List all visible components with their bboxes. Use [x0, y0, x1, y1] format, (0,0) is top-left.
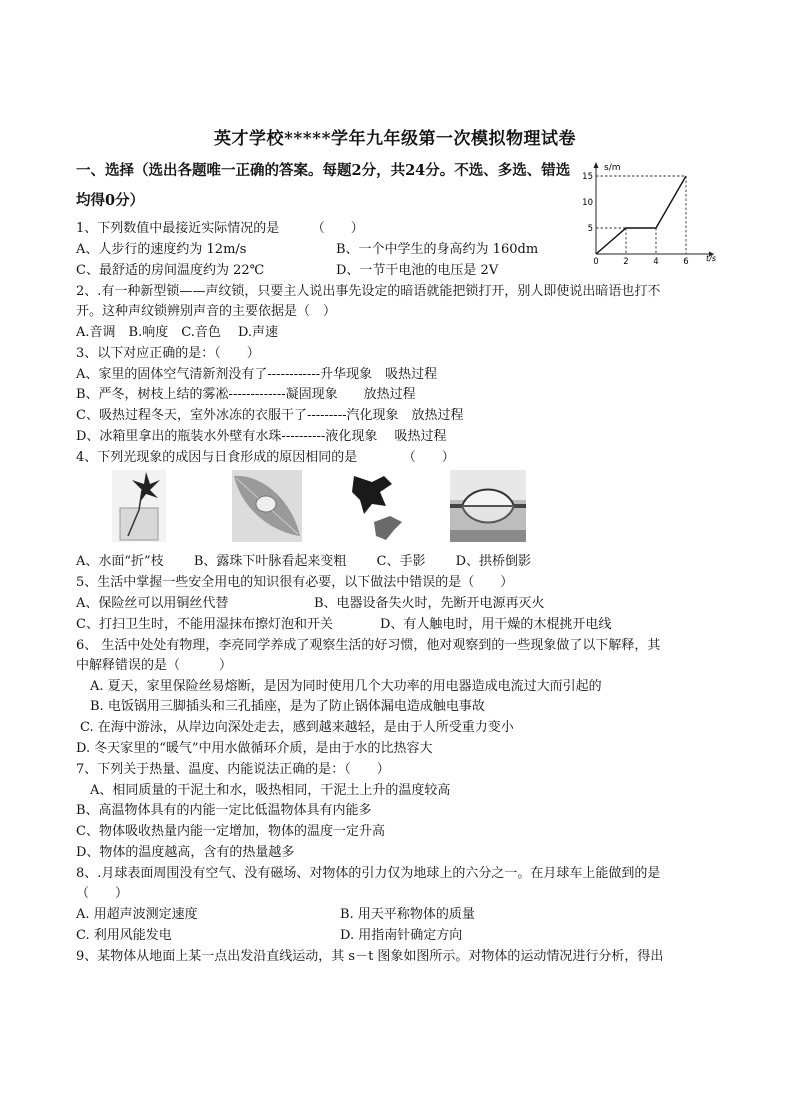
- q7-option-a: A、相同质量的干泥土和水，吸热相同，干泥土上升的温度较高: [90, 783, 451, 798]
- q6-option-b: B. 电饭锅用三脚插头和三孔插座，是为了防止锅体漏电造成触电事故: [90, 699, 485, 714]
- q9-line1: 9、某物体从地面上某一点出发沿直线运动，其 s－t 图象如图所示。对物体的运动情况进行分析，得出: [76, 949, 664, 964]
- q3-option-b: B、严冬，树枝上结的雾凇-------------凝固现象 放热过程: [76, 387, 416, 402]
- q4-image-a-branch-in-water: [112, 470, 166, 542]
- q2-line1: 2、.有一种新型锁——声纹锁，只要主人说出事先设定的暗语就能把锁打开，别人即使说出暗语也打不: [76, 284, 661, 299]
- q4-image-c-hand-shadow: [350, 470, 406, 542]
- section-heading-line1: 一、选择（选出各题唯一正确的答案。每题2分，共24分。不选、多选、错选: [76, 162, 571, 179]
- y-tick-label: 15: [582, 172, 593, 182]
- q1-option-a: A、人步行的速度约为 12m/s: [76, 242, 247, 257]
- q4-options: A、水面“折”枝 B、露珠下叶脉看起来变粗 C、手影 D、拱桥倒影: [76, 554, 532, 569]
- q7-option-d: D、物体的温度越高，含有的热量越多: [76, 845, 295, 860]
- q7-option-c: C、物体吸收热量内能一定增加，物体的温度一定升高: [76, 824, 385, 839]
- x-tick-label: 4: [653, 257, 659, 267]
- q6-option-d: D. 冬天家里的“暖气”中用水做循环介质，是由于水的比热容大: [76, 741, 433, 756]
- q6-line1: 6、 生活中处处有物理，李亮同学养成了观察生活的好习惯，他对观察到的一些现象做了以下解释，其: [76, 638, 661, 653]
- q8-option-b: B. 用天平称物体的质量: [340, 907, 475, 922]
- q2-options: A.音调 B.响度 C.音色 D.声速: [76, 325, 279, 340]
- y-tick-label: 10: [582, 198, 593, 208]
- q8-option-d: D. 用指南针确定方向: [340, 928, 463, 943]
- q6-option-a: A. 夏天，家里保险丝易熔断，是因为同时使用几个大功率的用电器造成电流过大而引起的: [90, 679, 602, 694]
- q3-option-d: D、冰箱里拿出的瓶装水外壁有水珠----------液化现象 吸热过程: [76, 429, 447, 444]
- y-axis-label: s/m: [604, 163, 621, 173]
- q1-option-c: C、最舒适的房间温度约为 22℃: [76, 263, 265, 278]
- q5-option-a: A、保险丝可以用铜丝代替: [76, 596, 229, 611]
- q7-stem: 7、下列关于热量、温度、内能说法正确的是：（ ）: [76, 762, 390, 777]
- q8-option-c: C. 利用风能发电: [76, 928, 172, 943]
- s-t-graph: [582, 158, 720, 267]
- q8-line1: 8、.月球表面周围没有空气、没有磁场、对物体的引力仅为地球上的六分之一。在月球车上能做到的是: [76, 866, 661, 881]
- q3-stem: 3、以下对应正确的是：（ ）: [76, 346, 260, 361]
- q4-stem: 4、下列光现象的成因与日食形成的原因相同的是 （ ）: [76, 450, 455, 465]
- x-tick-label: 0: [593, 257, 599, 267]
- x-tick-label: 6: [683, 257, 689, 267]
- q2-line2: 开。这种声纹锁辨别声音的主要依据是（ ）: [76, 304, 337, 319]
- q4-image-d-bridge-reflection: [450, 470, 526, 542]
- q5-stem: 5、生活中掌握一些安全用电的知识很有必要，以下做法中错误的是（ ）: [76, 575, 514, 590]
- q1-option-b: B、一个中学生的身高约为 160dm: [336, 242, 539, 257]
- q8-option-a: A. 用超声波测定速度: [76, 907, 198, 922]
- q8-line2: （ ）: [76, 886, 129, 901]
- page-title: 英才学校*****学年九年级第一次模拟物理试卷: [214, 129, 576, 149]
- section-heading-line2: 均得0分）: [76, 192, 145, 209]
- q5-option-c: C、打扫卫生时，不能用湿抹布擦灯泡和开关: [76, 617, 333, 632]
- q3-option-a: A、家里的固体空气清新剂没有了------------升华现象 吸热过程: [76, 367, 438, 382]
- s-t-line: [596, 176, 686, 254]
- y-axis-arrow: [594, 162, 599, 168]
- q1-option-d: D、一节干电池的电压是 2V: [336, 263, 499, 278]
- q5-option-b: B、电器设备失火时，先断开电源再灭火: [314, 596, 545, 611]
- q6-line2: 中解释错误的是（ ）: [76, 658, 233, 673]
- x-axis-label: t/s: [706, 254, 716, 263]
- q4-image-b-dewdrop-leaf: [232, 470, 302, 542]
- y-tick-label: 5: [587, 224, 593, 234]
- q5-option-d: D、有人触电时，用干燥的木棍挑开电线: [380, 617, 612, 632]
- q7-option-b: B、高温物体具有的内能一定比低温物体具有内能多: [76, 803, 372, 818]
- q6-option-c: C. 在海中游泳，从岸边向深处走去，感到越来越轻，是由于人所受重力变小: [80, 720, 514, 735]
- q1-stem: 1、下列数值中最接近实际情况的是 （ ）: [76, 221, 364, 236]
- x-tick-label: 2: [623, 257, 629, 267]
- q3-option-c: C、吸热过程冬天，室外冰冻的衣服干了---------汽化现象 放热过程: [76, 408, 464, 423]
